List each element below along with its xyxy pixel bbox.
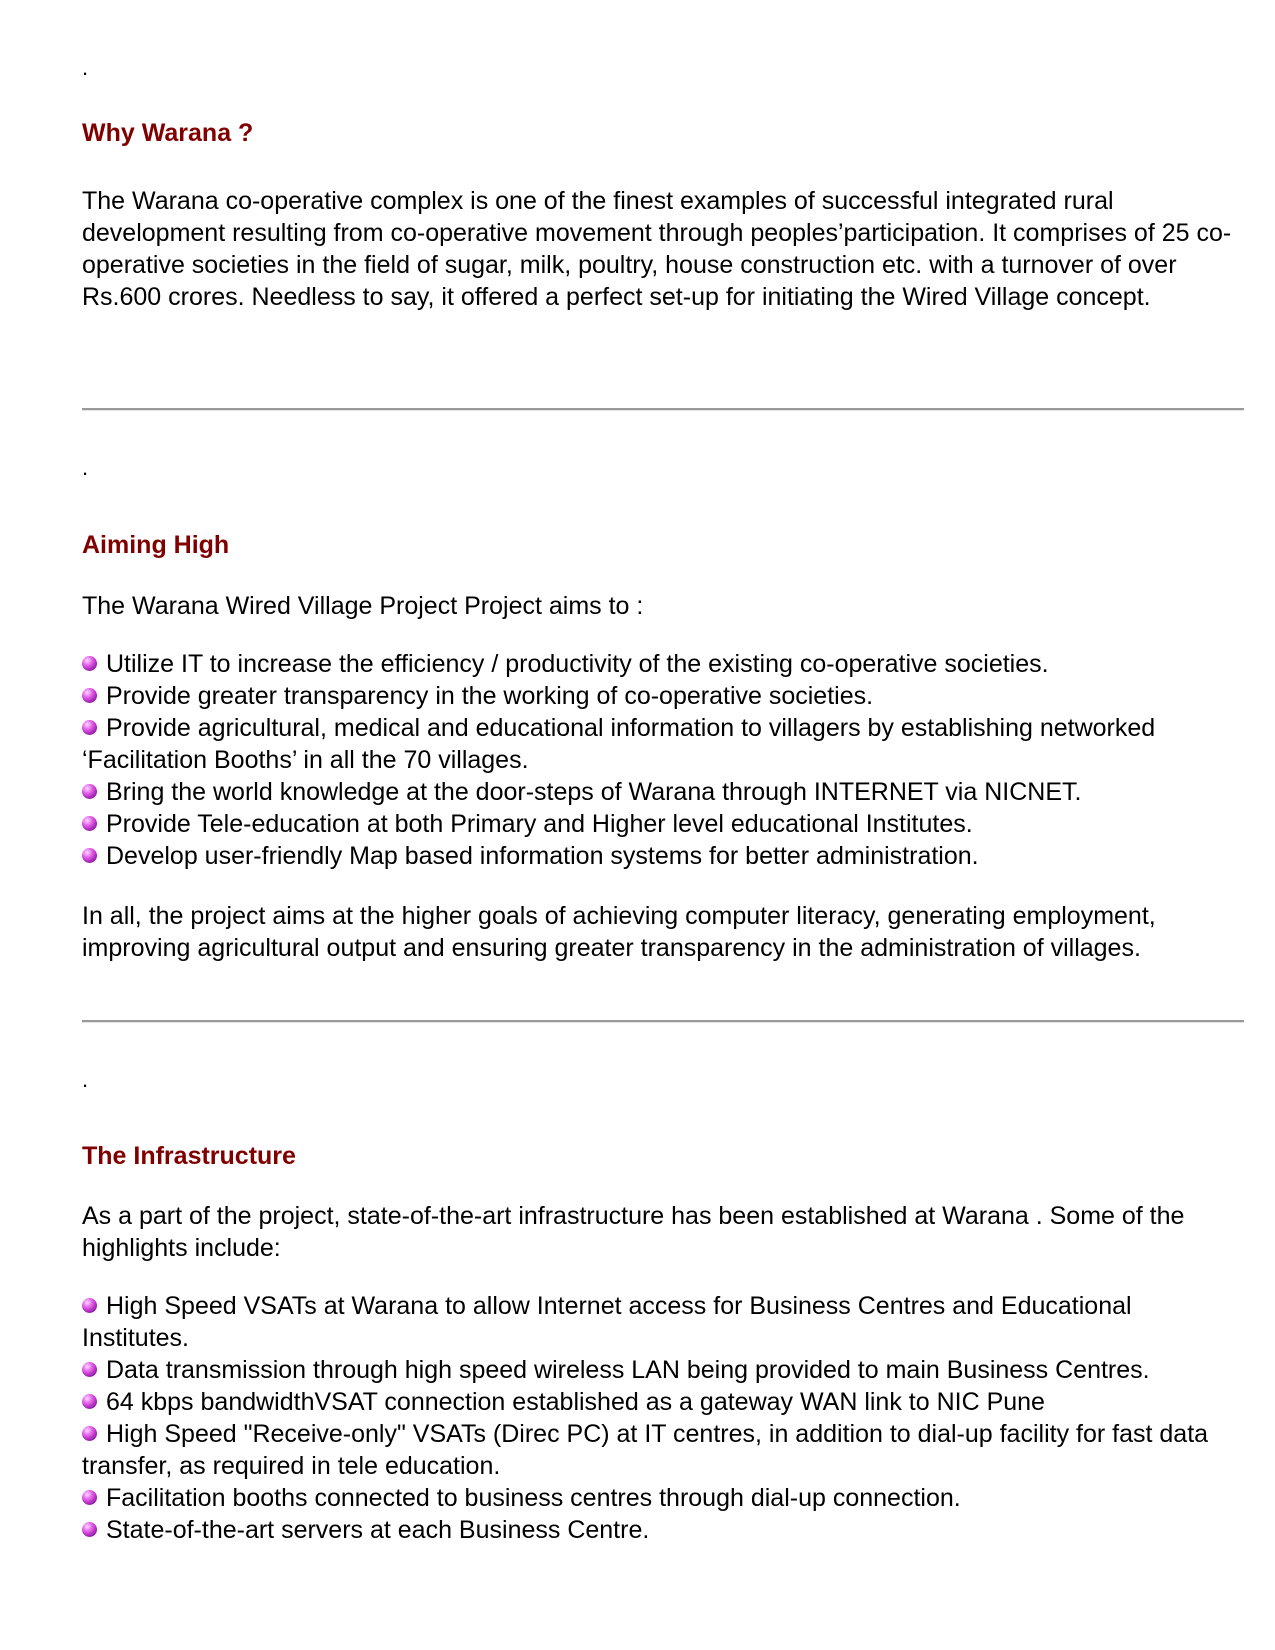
list-item: [82, 1514, 1242, 1546]
list-item: [82, 776, 1242, 808]
list-item: [82, 840, 1242, 872]
list-item: [82, 1290, 1242, 1354]
bullet-icon: [82, 848, 97, 863]
list-item-text: Provide Tele-education at both Primary and Higher level educational Institutes.: [106, 810, 973, 838]
bullet-icon: [82, 656, 97, 671]
section-heading-infrastructure: The Infrastructure: [82, 1142, 296, 1170]
aiming-high-intro: The Warana Wired Village Project Project aims to :: [82, 592, 644, 620]
bullet-icon: [82, 1298, 97, 1313]
list-item-text: 64 kbps bandwidthVSAT connection established as a gateway WAN link to NIC Pune: [106, 1388, 1045, 1416]
list-item: [82, 1386, 1242, 1418]
bullet-icon: [82, 1394, 97, 1409]
aiming-high-bullet-list: [82, 648, 1242, 872]
list-item-text: Data transmission through high speed wireless LAN being provided to main Business Centres.: [106, 1356, 1150, 1384]
list-item-text: Bring the world knowledge at the door-steps of Warana through INTERNET via NICNET.: [106, 778, 1082, 806]
list-item-text: State-of-the-art servers at each Business Centre.: [106, 1516, 650, 1544]
section-marker-dot: .: [82, 455, 89, 480]
list-item-text: Provide agricultural, medical and educational information to villagers by establishing networked ‘Facilitation Booths’ in all the 70 villages.: [82, 714, 1156, 774]
list-item: [82, 680, 1242, 712]
bullet-icon: [82, 1490, 97, 1505]
bullet-icon: [82, 688, 97, 703]
list-item-text: Develop user-friendly Map based information systems for better administration.: [106, 842, 979, 870]
list-item-text: High Speed VSATs at Warana to allow Internet access for Business Centres and Educational Institutes.: [82, 1292, 1132, 1352]
bullet-icon: [82, 1362, 97, 1377]
list-item: [82, 1354, 1242, 1386]
list-item-text: Provide greater transparency in the working of co-operative societies.: [106, 682, 874, 710]
section-marker-dot: .: [82, 1067, 89, 1092]
why-warana-paragraph: The Warana co-operative complex is one of the finest examples of successful integrated rural development resulting from co-operative movement through peoples’participation. It comprises of 25 co-operative societies in the field of sugar, milk, poultry, house construction etc. with a turnover of over Rs.600 crores. Needless to say, it offered a perfect set-up for initiating the Wired Village concept.: [82, 187, 1232, 311]
list-item-text: High Speed "Receive-only" VSATs (Direc PC) at IT centres, in addition to dial-up facility for fast data transfer, as required in tele education.: [82, 1420, 1209, 1480]
bullet-icon: [82, 816, 97, 831]
bullet-icon: [82, 720, 97, 735]
list-item: [82, 1418, 1242, 1482]
list-item: [82, 808, 1242, 840]
section-heading-aiming-high: Aiming High: [82, 531, 230, 559]
infrastructure-bullet-list: [82, 1290, 1242, 1546]
bullet-icon: [82, 1522, 97, 1537]
horizontal-divider: [82, 408, 1244, 411]
bullet-icon: [82, 1426, 97, 1441]
list-item-text: Facilitation booths connected to business centres through dial-up connection.: [106, 1484, 961, 1512]
section-marker-dot: .: [82, 55, 89, 80]
list-item: [82, 712, 1242, 776]
bullet-icon: [82, 784, 97, 799]
aiming-high-conclusion: In all, the project aims at the higher goals of achieving computer literacy, generating employment, improving agricultural output and ensuring greater transparency in the administration of villages.: [82, 902, 1156, 962]
list-item-text: Utilize IT to increase the efficiency / productivity of the existing co-operative societies.: [106, 650, 1049, 678]
section-heading-why-warana: Why Warana ?: [82, 119, 254, 147]
infrastructure-intro: As a part of the project, state-of-the-art infrastructure has been established at Warana . Some of the highlights include:: [82, 1202, 1185, 1262]
list-item: [82, 648, 1242, 680]
horizontal-divider: [82, 1020, 1244, 1023]
list-item: [82, 1482, 1242, 1514]
